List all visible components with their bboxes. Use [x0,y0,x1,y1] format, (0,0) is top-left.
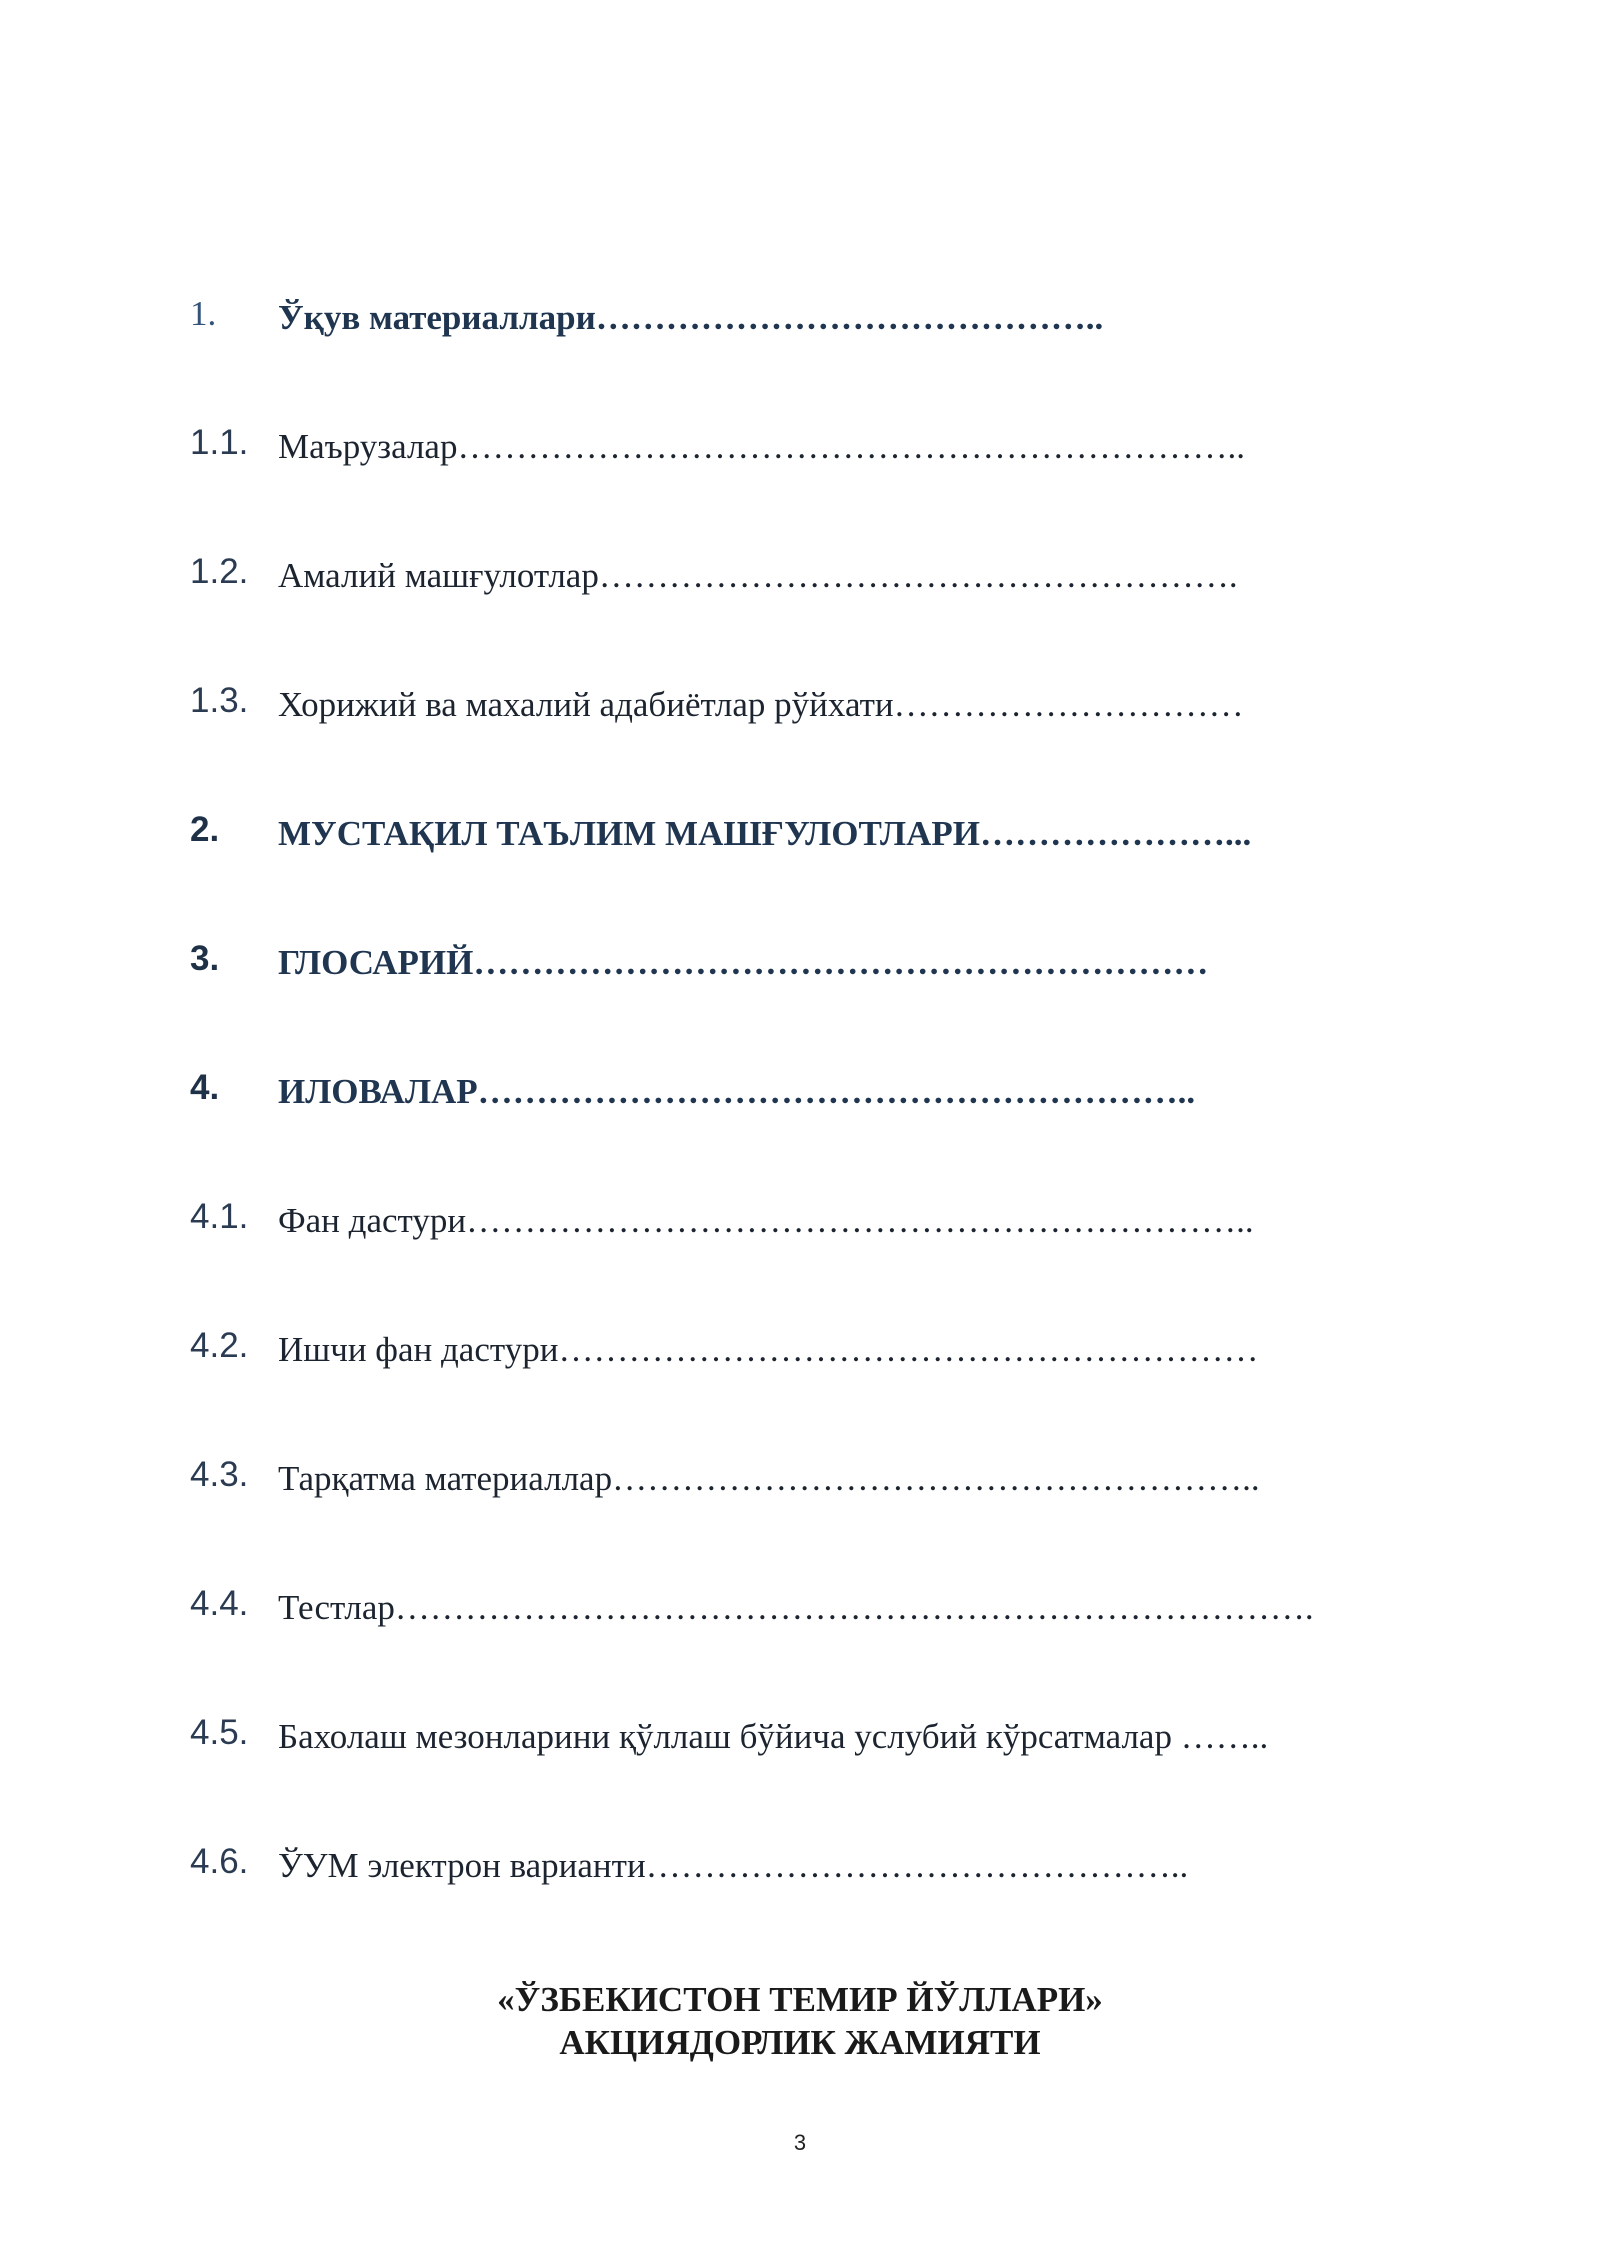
toc-entry-number: 4.3. [190,1455,249,1494]
page-number: 3 [793,2130,807,2155]
organization-name-line1: «ЎЗБЕКИСТОН ТЕМИР ЙЎЛЛАРИ» [497,1980,1103,2019]
toc-entry-1-2 [190,550,1440,610]
toc-entry-title: Маърузалар………………………………………………………….. [278,427,1245,466]
toc-entry-number: 1.1. [190,423,249,462]
toc-entry-title: Тестлар……………………………………………………………………. [278,1588,1314,1627]
toc-entry-4-6 [190,1840,1440,1900]
toc-entry-4-3 [190,1453,1440,1513]
toc-entry-1-3 [190,679,1440,739]
toc-entry-number: 4.2. [190,1326,249,1365]
toc-entry-title: Ишчи фан дастури…………………………………………………… [278,1330,1259,1369]
toc-entry-title: МУСТАҚИЛ ТАЪЛИМ МАШҒУЛОТЛАРИ…………………... [278,814,1252,853]
toc-entry-number: 3. [190,939,220,978]
toc-entry-title: Ўқув материаллари…………………………………….. [278,298,1104,337]
toc-entry-number: 4.1. [190,1197,249,1236]
toc-entry-title: ГЛОСАРИЙ……………………………………………………… [278,943,1209,982]
toc-entry-number: 4.6. [190,1842,249,1881]
toc-entry-title: Фан дастури………………………………………………………….. [278,1201,1254,1240]
toc-entry-number: 1. [190,294,217,333]
toc-entry-number: 1.3. [190,681,249,720]
toc-entry-1-1 [190,421,1440,481]
toc-entry-1 [190,292,1440,352]
toc-entry-title: Бахолаш мезонларини қўллаш бўйича услубий кўрсатмалар …….. [278,1717,1269,1756]
toc-entry-4-5 [190,1711,1440,1771]
toc-entry-4 [190,1066,1440,1126]
toc-entry-number: 4.4. [190,1584,249,1623]
toc-entry-3 [190,937,1440,997]
toc-entry-number: 2. [190,810,220,849]
toc-entry-4-4 [190,1582,1440,1642]
toc-entry-title: Амалий машғулотлар………………………………………………. [278,556,1238,595]
toc-entry-4-1 [190,1195,1440,1255]
toc-entry-number: 1.2. [190,552,249,591]
toc-entry-number: 4.5. [190,1713,249,1752]
toc-entry-4-2 [190,1324,1440,1384]
toc-entry-number: 4. [190,1068,220,1107]
toc-entry-2 [190,808,1440,868]
toc-entry-title: Тарқатма материаллар……………………………………………….. [278,1459,1260,1498]
toc-entry-title: Хорижий ва махалий адабиётлар рўйхати………………………… [278,685,1244,724]
toc-entry-title: ЎУМ электрон варианти……………………………………….. [278,1846,1189,1885]
toc-entry-title: ИЛОВАЛАР…………………………………………………….. [278,1072,1196,1111]
organization-name-line2: АКЦИЯДОРЛИК ЖАМИЯТИ [559,2023,1041,2062]
